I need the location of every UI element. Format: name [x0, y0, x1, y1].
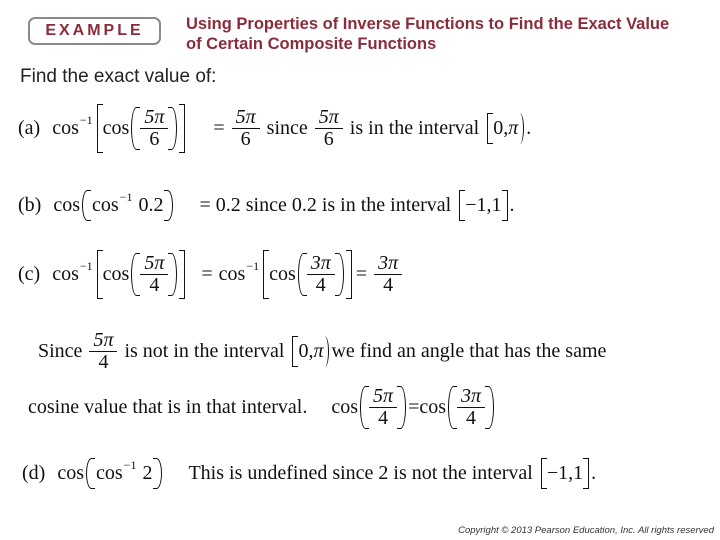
- part-c-inverse-2: −1: [246, 259, 260, 273]
- part-d-inverse: −1: [123, 458, 137, 472]
- part-d-period: .: [591, 462, 597, 484]
- part-c-note-line-1: [38, 330, 606, 373]
- part-c-paren: [131, 253, 177, 296]
- part-c-note-den-3: 4: [457, 407, 485, 429]
- part-b-cos: cos: [53, 194, 80, 216]
- part-a-cos: cos: [52, 117, 79, 139]
- part-b-interval: [459, 192, 507, 219]
- part-a-since-num: 5π: [318, 106, 339, 128]
- part-a-fraction: [142, 107, 166, 150]
- part-b-inverse: −1: [119, 190, 133, 204]
- part-a-interval: [487, 115, 524, 142]
- part-a-since: since: [266, 117, 308, 139]
- part-c-result-num: 3π: [378, 252, 399, 274]
- part-c-label: (c): [18, 263, 41, 285]
- part-a-den: 6: [140, 128, 168, 150]
- part-c-num-2: 3π: [310, 252, 331, 274]
- part-a-inverse: −1: [79, 113, 93, 127]
- part-c-result-den: 4: [374, 274, 402, 296]
- part-d-interval: [541, 460, 589, 487]
- part-c-note-text-2: we find an angle that has the same: [331, 340, 607, 362]
- part-b-result: = 0.2 since 0.2 is in the interval: [199, 194, 452, 216]
- part-a-result-num: 5π: [235, 106, 256, 128]
- part-a-since-den: 6: [315, 128, 343, 150]
- part-c-note-den: 4: [89, 351, 117, 373]
- part-c-cos-2: cos: [218, 263, 246, 285]
- part-c-note-fraction: [91, 330, 115, 373]
- part-d-inner-cos: cos: [96, 462, 123, 484]
- part-a-result-den: 6: [232, 128, 260, 150]
- part-d-arg: 2: [142, 462, 153, 484]
- part-c-note-since: Since: [38, 340, 83, 362]
- part-c-den: 4: [140, 274, 168, 296]
- part-b-period: .: [509, 194, 515, 216]
- part-b-interval-values: −1,1: [465, 194, 502, 216]
- part-a-result: [234, 107, 258, 150]
- part-c-note-paren-2: [448, 386, 494, 429]
- part-a-inner-cos: cos: [102, 117, 130, 139]
- part-c-fraction-2: [309, 253, 333, 296]
- example-badge-label: EXAMPLE: [45, 22, 144, 39]
- copyright-notice: Copyright © 2013 Pearson Education, Inc. All rights reserved: [458, 525, 714, 536]
- part-c-equals: =: [201, 263, 213, 285]
- part-c-equals-2: =: [355, 263, 368, 285]
- part-c: [18, 250, 403, 299]
- part-a-interval-lo: 0,: [493, 117, 509, 139]
- part-d-label: (d): [22, 462, 46, 484]
- part-d-result: This is undefined since 2 is not the interval: [188, 462, 533, 484]
- part-c-note-text-1: is not in the interval: [124, 340, 285, 362]
- part-c-fraction: [142, 253, 166, 296]
- slide-title: [186, 14, 718, 54]
- part-a-period: .: [526, 117, 532, 139]
- part-a-interval-hi: π: [508, 117, 519, 139]
- example-badge: [28, 17, 161, 45]
- slide-title-line-1: Using Properties of Inverse Functions to Find the Exact Value: [186, 15, 670, 33]
- part-b-inner-cos: cos: [92, 194, 119, 216]
- part-b: [18, 190, 515, 221]
- part-c-paren-2: [298, 253, 344, 296]
- part-c-inverse: −1: [79, 259, 93, 273]
- part-c-cos: cos: [52, 263, 79, 285]
- part-c-inner-cos-2: cos: [269, 263, 296, 285]
- part-d-paren: [86, 458, 162, 489]
- part-c-note-paren: [360, 386, 406, 429]
- part-c-note-cos-2: cos: [419, 396, 447, 418]
- part-c-den-2: 4: [307, 274, 335, 296]
- part-d: [22, 458, 596, 489]
- part-a-paren: [131, 107, 177, 150]
- part-c-inner-cos: cos: [102, 263, 130, 285]
- part-a: [18, 104, 531, 153]
- part-c-note-num-2: 5π: [373, 385, 394, 407]
- part-b-paren: [82, 190, 173, 221]
- part-b-arg: 0.2: [138, 194, 164, 216]
- part-a-equals: =: [213, 117, 225, 139]
- part-c-note-line-2: [28, 386, 496, 429]
- part-a-label: (a): [18, 117, 41, 139]
- part-d-interval-values: −1,1: [546, 462, 584, 484]
- part-c-note-fraction-2: [371, 386, 395, 429]
- part-c-note-den-2: 4: [369, 407, 397, 429]
- slide-title-line-2: of Certain Composite Functions: [186, 35, 437, 53]
- part-c-note-num: 5π: [93, 329, 114, 351]
- part-c-note-fraction-3: [459, 386, 483, 429]
- part-a-interval-text: is in the interval: [349, 117, 480, 139]
- part-a-num: 5π: [144, 106, 165, 128]
- part-a-since-fraction: [317, 107, 341, 150]
- part-c-note-interval-hi: π: [313, 340, 324, 362]
- part-c-result: [376, 253, 400, 296]
- part-c-num: 5π: [144, 252, 165, 274]
- part-c-note-cos: cos: [331, 396, 359, 418]
- intro-text: Find the exact value of:: [20, 66, 217, 87]
- part-c-bracket-2: [263, 250, 352, 299]
- part-c-note-equals: =: [408, 396, 420, 418]
- part-c-note-interval-lo: 0,: [298, 340, 314, 362]
- part-c-note-interval: [292, 338, 329, 365]
- part-b-label: (b): [18, 194, 42, 216]
- part-c-note-text-3: cosine value that is in that interval.: [28, 396, 308, 418]
- part-c-bracket: [97, 250, 186, 299]
- part-d-cos: cos: [57, 462, 84, 484]
- part-c-note-num-3: 3π: [461, 385, 482, 407]
- part-a-bracket: [97, 104, 186, 153]
